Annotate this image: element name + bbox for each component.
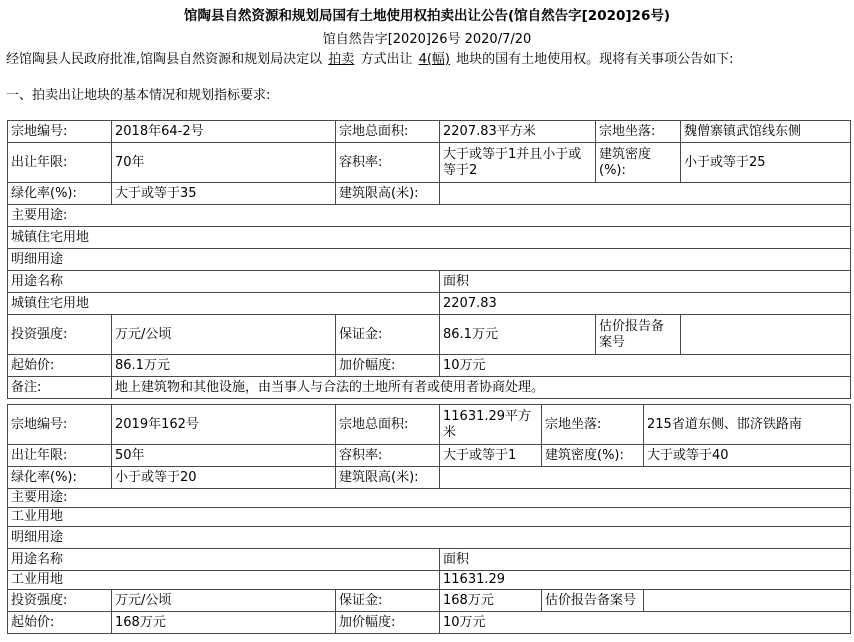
main-use-value: 城镇住宅用地 bbox=[8, 227, 851, 249]
plot-ratio-value: 大于或等于1 bbox=[440, 445, 542, 467]
table-row bbox=[8, 227, 851, 249]
table-row bbox=[8, 527, 851, 549]
table-row bbox=[8, 121, 851, 143]
location-value: 215省道东侧、邯济铁路南 bbox=[644, 405, 851, 445]
start-price-value: 168万元 bbox=[112, 612, 336, 634]
label-cell: 建筑限高(米): bbox=[336, 183, 440, 205]
density-value: 大于或等于40 bbox=[644, 445, 851, 467]
intro-text-middle: 方式出让 bbox=[360, 52, 413, 67]
increment-value: 10万元 bbox=[440, 355, 851, 377]
parcel-table-2 bbox=[7, 404, 851, 634]
table-row bbox=[8, 612, 851, 634]
use-name-value: 工业用地 bbox=[8, 571, 440, 590]
label-cell: 用途名称 bbox=[8, 271, 440, 293]
intro-parcel-count: 4(幅) bbox=[418, 52, 451, 67]
label-cell: 加价幅度: bbox=[336, 355, 440, 377]
parcel-table-1 bbox=[7, 120, 851, 399]
table-row bbox=[8, 355, 851, 377]
label-cell: 面积 bbox=[440, 549, 851, 571]
location-value: 魏僧寨镇武馆线东侧 bbox=[681, 121, 851, 143]
intro-text-before: 经馆陶县人民政府批准,馆陶县自然资源和规划局决定以 bbox=[6, 52, 323, 67]
label-cell: 宗地总面积: bbox=[336, 121, 440, 143]
label-cell: 出让年限: bbox=[8, 445, 112, 467]
use-name-value: 城镇住宅用地 bbox=[8, 293, 440, 315]
deposit-value: 86.1万元 bbox=[440, 315, 596, 355]
appraisal-label-line2: 案号 bbox=[599, 334, 626, 350]
table-row bbox=[8, 590, 851, 612]
term-value: 50年 bbox=[112, 445, 336, 467]
label-cell: 主要用途: bbox=[8, 489, 851, 508]
label-cell: 起始价: bbox=[8, 612, 112, 634]
label-cell: 用途名称 bbox=[8, 549, 440, 571]
appraisal-value bbox=[681, 315, 851, 355]
label-cell: 面积 bbox=[440, 271, 851, 293]
label-cell: 备注: bbox=[8, 377, 112, 399]
label-cell bbox=[596, 143, 681, 183]
section-heading: 一、拍卖出让地块的基本情况和规划指标要求: bbox=[6, 88, 271, 103]
label-cell: 保证金: bbox=[336, 315, 440, 355]
use-area-value: 11631.29 bbox=[440, 571, 851, 590]
total-area-value: 2207.83平方米 bbox=[440, 121, 596, 143]
parcel-no-value: 2018年64-2号 bbox=[112, 121, 336, 143]
plot-ratio-value: 大于或等于1并且小于或等于2 bbox=[440, 143, 596, 183]
appraisal-label-line1: 估价报告备 bbox=[599, 318, 665, 334]
label-cell: 宗地编号: bbox=[8, 121, 112, 143]
table-row bbox=[8, 249, 851, 271]
total-area-value: 11631.29平方米 bbox=[440, 405, 542, 445]
table-row bbox=[8, 293, 851, 315]
height-limit-value bbox=[440, 183, 851, 205]
label-cell: 绿化率(%): bbox=[8, 467, 112, 489]
greening-value: 大于或等于35 bbox=[112, 183, 336, 205]
label-cell: 绿化率(%): bbox=[8, 183, 112, 205]
density-label-line2: (%): bbox=[599, 162, 626, 178]
label-cell: 估价报告备案号 bbox=[542, 590, 644, 612]
greening-value: 小于或等于20 bbox=[112, 467, 336, 489]
table-row bbox=[8, 315, 851, 355]
notice-number-date: 馆自然告字[2020]26号 2020/7/20 bbox=[322, 32, 532, 47]
table-row bbox=[8, 377, 851, 399]
label-cell: 明细用途 bbox=[8, 249, 851, 271]
remarks-value: 地上建筑物和其他设施，由当事人与合法的土地所有者或使用者协商处理。 bbox=[112, 377, 851, 399]
label-cell: 起始价: bbox=[8, 355, 112, 377]
table-row bbox=[8, 508, 851, 527]
table-row bbox=[8, 489, 851, 508]
label-cell: 宗地坐落: bbox=[542, 405, 644, 445]
label-cell: 容积率: bbox=[336, 445, 440, 467]
intro-paragraph bbox=[6, 48, 852, 67]
table-row bbox=[8, 183, 851, 205]
appraisal-value bbox=[644, 590, 851, 612]
label-cell: 保证金: bbox=[336, 590, 440, 612]
invest-value: 万元/公顷 bbox=[112, 590, 336, 612]
density-value: 小于或等于25 bbox=[681, 143, 851, 183]
notice-title: 馆陶县自然资源和规划局国有土地使用权拍卖出让公告(馆自然告字[2020]26号) bbox=[183, 8, 671, 24]
intro-text-after: 地块的国有土地使用权。现将有关事项公告如下: bbox=[456, 52, 734, 67]
label-cell: 投资强度: bbox=[8, 590, 112, 612]
table-row bbox=[8, 549, 851, 571]
table-row bbox=[8, 205, 851, 227]
label-cell: 宗地编号: bbox=[8, 405, 112, 445]
label-cell: 容积率: bbox=[336, 143, 440, 183]
table-row bbox=[8, 405, 851, 445]
label-cell bbox=[596, 315, 681, 355]
label-cell: 投资强度: bbox=[8, 315, 112, 355]
table-row bbox=[8, 571, 851, 590]
term-value: 70年 bbox=[112, 143, 336, 183]
table-row bbox=[8, 467, 851, 489]
label-cell: 主要用途: bbox=[8, 205, 851, 227]
label-cell: 出让年限: bbox=[8, 143, 112, 183]
label-cell: 明细用途 bbox=[8, 527, 851, 549]
label-cell: 宗地总面积: bbox=[336, 405, 440, 445]
use-area-value: 2207.83 bbox=[440, 293, 851, 315]
deposit-value: 168万元 bbox=[440, 590, 542, 612]
height-limit-value bbox=[440, 467, 851, 489]
start-price-value: 86.1万元 bbox=[112, 355, 336, 377]
table-row bbox=[8, 143, 851, 183]
increment-value: 10万元 bbox=[440, 612, 851, 634]
table-row bbox=[8, 271, 851, 293]
label-cell: 加价幅度: bbox=[336, 612, 440, 634]
density-label-line1: 建筑密度 bbox=[599, 146, 652, 162]
invest-value: 万元/公顷 bbox=[112, 315, 336, 355]
table-row bbox=[8, 445, 851, 467]
main-use-value: 工业用地 bbox=[8, 508, 851, 527]
label-cell: 建筑限高(米): bbox=[336, 467, 440, 489]
intro-method: 拍卖 bbox=[328, 52, 355, 67]
parcel-no-value: 2019年162号 bbox=[112, 405, 336, 445]
label-cell: 建筑密度(%): bbox=[542, 445, 644, 467]
label-cell: 宗地坐落: bbox=[596, 121, 681, 143]
